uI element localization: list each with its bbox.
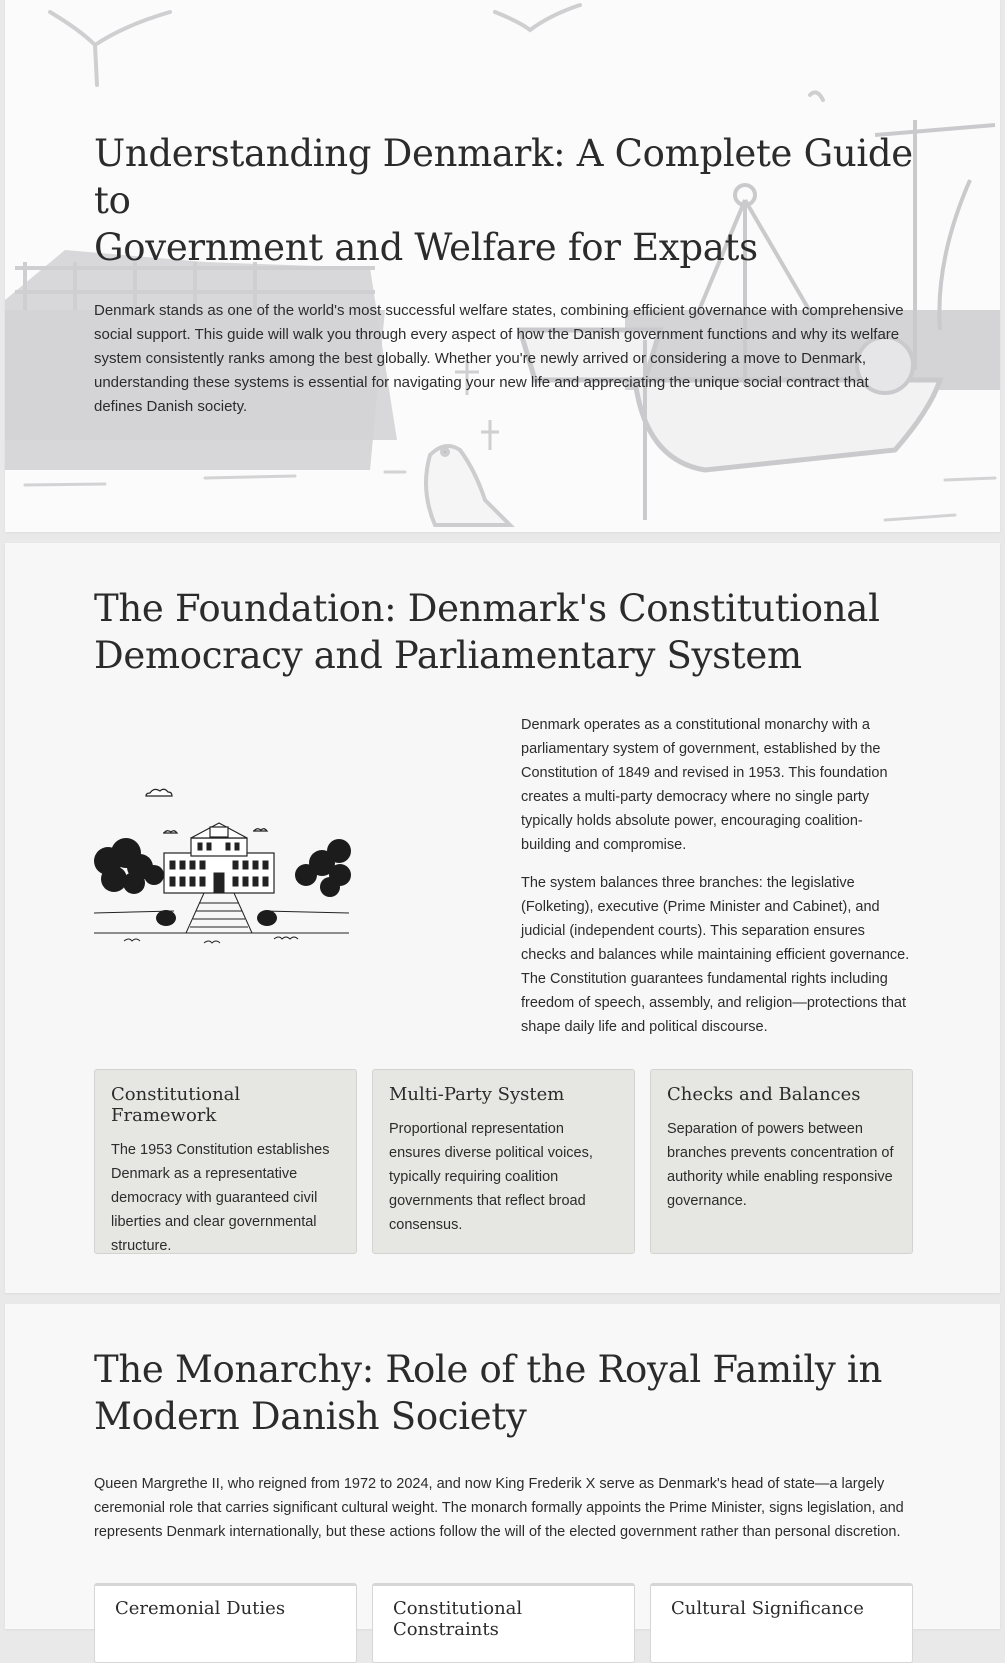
hero-section xyxy=(5,0,1000,532)
foundation-section xyxy=(5,543,1000,1293)
page-title-line-1: Understanding Denmark: A Complete Guide to xyxy=(94,132,913,222)
card-title: Cultural Significance xyxy=(671,1598,864,1619)
card-checks-and-balances xyxy=(650,1069,913,1254)
section-title xyxy=(94,585,914,679)
card-constitutional-framework xyxy=(94,1069,357,1254)
section-title xyxy=(94,1346,914,1440)
card-title: Ceremonial Duties xyxy=(115,1598,286,1619)
card-body: Separation of powers between branches prevents concentration of authority while enabling responsive governance. xyxy=(667,1121,894,1209)
monarchy-cards xyxy=(94,1583,913,1663)
section-title-line-1: The Foundation: Denmark's Constitutional xyxy=(94,587,880,630)
card-cultural-significance xyxy=(650,1583,913,1663)
card-constitutional-constraints xyxy=(372,1583,635,1663)
card-title: Checks and Balances xyxy=(667,1084,861,1105)
card-multi-party-system xyxy=(372,1069,635,1254)
card-body: Proportional representation ensures diverse political voices, typically requiring coalition governments that reflect broad consensus. xyxy=(389,1121,593,1233)
foundation-cards xyxy=(94,1069,913,1254)
card-title: Constitutional Framework xyxy=(111,1084,241,1126)
monarchy-intro: Queen Margrethe II, who reigned from 1972 to 2024, and now King Frederik X serve as Denmark's head of state—a largely ceremonial role that carries significant cultural weight. The monarch formally appoints the Prime Minister, signs legislation, and represents Denmark internationally, but these actions follow the will of the elected government rather than personal discretion. xyxy=(94,1476,904,1540)
page-title-line-2: Government and Welfare for Expats xyxy=(94,226,758,269)
card-title: Constitutional Constraints xyxy=(393,1598,523,1640)
hero-intro: Denmark stands as one of the world's most successful welfare states, combining efficient governance with comprehensive social support. This guide will walk you through every aspect of how the Danish government functions and why its welfare system consistently ranks among the best globally. Whether you're newly arrived or considering a move to Denmark, understanding these systems is essential for navigating your new life and appreciating the unique social contract that defines Danish society. xyxy=(94,302,904,415)
card-title: Multi-Party System xyxy=(389,1084,565,1105)
card-ceremonial-duties xyxy=(94,1583,357,1663)
page-title xyxy=(94,130,914,271)
foundation-paragraph-2: The system balances three branches: the legislative (Folketing), executive (Prime Minister and Cabinet), and judicial (independent courts). This separation ensures checks and balances while maintaining efficient governance. The Constitution guarantees fundamental rights including freedom of speech, assembly, and religion—protections that shape daily life and political discourse. xyxy=(521,875,910,1035)
section-title-line-2: Modern Danish Society xyxy=(94,1395,527,1438)
monarchy-section xyxy=(5,1304,1000,1640)
palace-illustration xyxy=(94,783,349,948)
foundation-paragraph-1: Denmark operates as a constitutional monarchy with a parliamentary system of government, established by the Constitution of 1849 and revised in 1953. This foundation creates a multi-party democracy where no single party typically holds absolute power, encouraging coalition-building and compromise. xyxy=(521,717,888,853)
section-title-line-2: Democracy and Parliamentary System xyxy=(94,634,802,677)
section-title-line-1: The Monarchy: Role of the Royal Family in xyxy=(94,1348,882,1391)
card-body: The 1953 Constitution establishes Denmark as a representative democracy with guaranteed civil liberties and clear governmental structure. xyxy=(111,1142,330,1254)
